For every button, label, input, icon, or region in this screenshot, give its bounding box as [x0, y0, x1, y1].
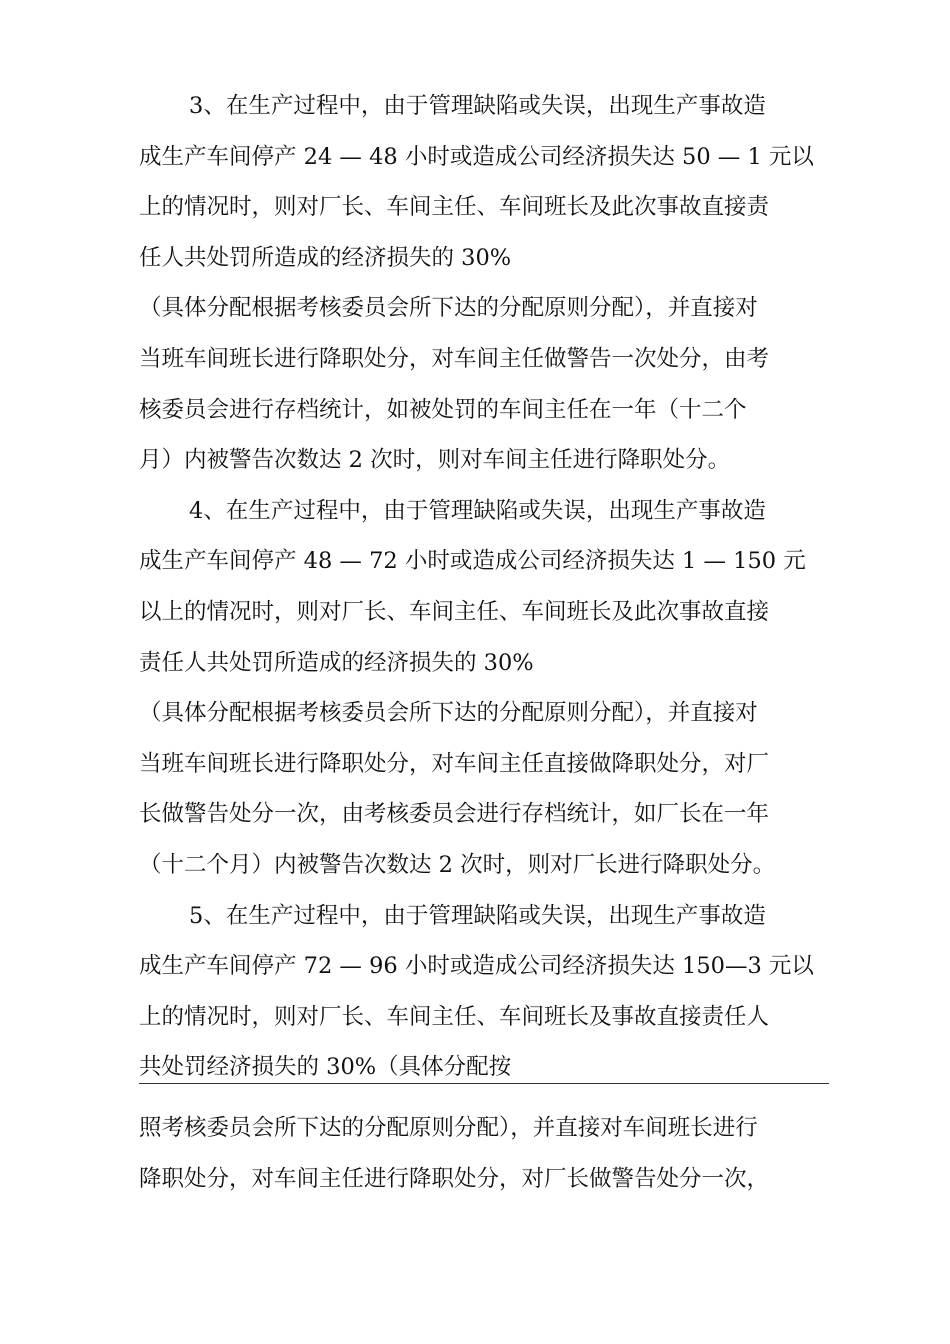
- paragraph-4-line-8: （十二个月）内被警告次数达 2 次时，则对厂长进行降职处分。: [139, 851, 776, 878]
- paragraph-4-line-2: 成生产车间停产 48 — 72 小时或造成公司经济损失达 1 — 150 元: [139, 548, 806, 575]
- paragraph-5-line-6: 降职处分，对车间主任进行降职处分，对厂长做警告处分一次，: [139, 1165, 770, 1192]
- paragraph-4-line-5: （具体分配根据考核委员会所下达的分配原则分配），并直接对: [139, 700, 758, 727]
- paragraph-4-line-4: 责任人共处罚所造成的经济损失的 30%: [139, 649, 534, 676]
- paragraph-3-line-2: 成生产车间停产 24 — 48 小时或造成公司经济损失达 50 — 1 元以: [139, 143, 814, 170]
- document-body-top: [139, 81, 839, 1093]
- paragraph-5-line-5: 照考核委员会所下达的分配原则分配），并直接对车间班长进行: [139, 1115, 758, 1141]
- paragraph-3-line-6: 当班车间班长进行降职处分，对车间主任做警告一次处分，由考: [139, 345, 770, 372]
- paragraph-4-line-7: 长做警告处分一次，由考核委员会进行存档统计，如厂长在一年: [139, 801, 770, 828]
- paragraph-3-line-8: 月）内被警告次数达 2 次时，则对车间主任进行降职处分。: [139, 447, 731, 474]
- paragraph-5-line-2: 成生产车间停产 72 — 96 小时或造成公司经济损失达 150—3 元以: [139, 953, 814, 980]
- paragraph-5-line-4: 共处罚经济损失的 30%（具体分配按: [139, 1054, 512, 1081]
- paragraph-5-line-3: 上的情况时，则对厂长、车间主任、车间班长及事故直接责任人: [139, 1003, 770, 1030]
- paragraph-3-line-1: 3、在生产过程中，由于管理缺陷或失误，出现生产事故造: [189, 93, 766, 119]
- paragraph-4-line-6: 当班车间班长进行降职处分，对车间主任直接做降职处分，对厂: [139, 750, 770, 777]
- paragraph-3-line-7: 核委员会进行存档统计，如被处罚的车间主任在一年（十二个: [139, 396, 747, 423]
- paragraph-4-line-1: 4、在生产过程中，由于管理缺陷或失误，出现生产事故造: [189, 497, 766, 524]
- page-break-divider: [139, 1083, 829, 1084]
- paragraph-3-line-3: 上的情况时，则对厂长、车间主任、车间班长及此次事故直接责: [139, 194, 770, 221]
- paragraph-4-line-3: 以上的情况时，则对厂长、车间主任、车间班长及此次事故直接: [139, 598, 770, 625]
- paragraph-3-line-5: （具体分配根据考核委员会所下达的分配原则分配），并直接对: [139, 295, 758, 322]
- paragraph-3-line-4: 任人共处罚所造成的经济损失的 30%: [139, 244, 512, 271]
- paragraph-5-line-1: 5、在生产过程中，由于管理缺陷或失误，出现生产事故造: [189, 902, 766, 929]
- document-body-bottom: [139, 1103, 839, 1204]
